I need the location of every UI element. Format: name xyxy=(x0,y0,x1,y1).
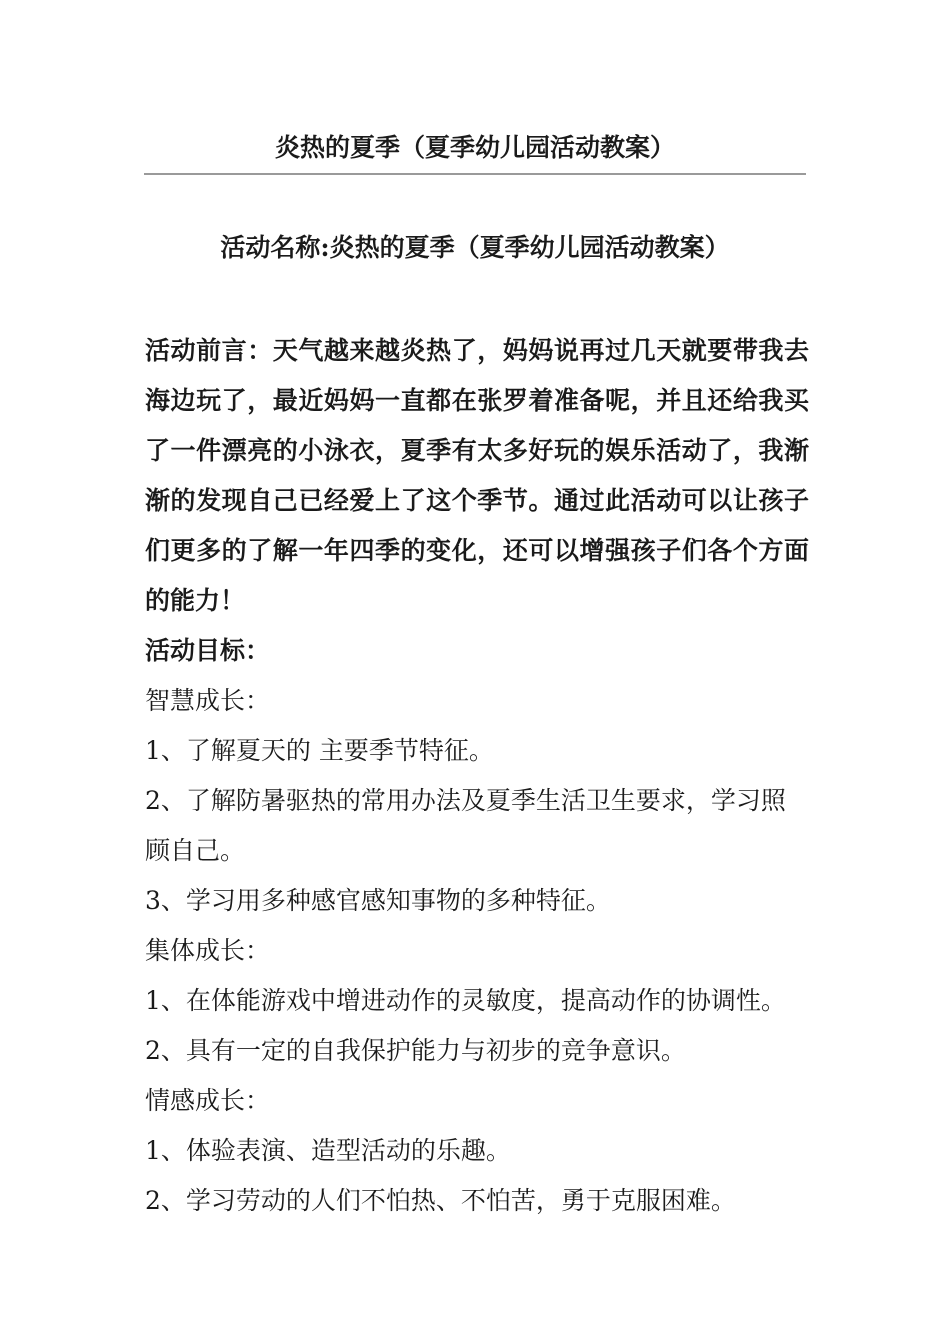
list-item: 2、学习劳动的人们不怕热、不怕苦，勇于克服困难。 xyxy=(145,1186,736,1215)
title-divider xyxy=(144,173,806,175)
list-item: 2、具有一定的自我保护能力与初步的竞争意识。 xyxy=(145,1036,686,1065)
list-item: 1、体验表演、造型活动的乐趣。 xyxy=(145,1136,511,1165)
section-heading-wisdom: 智慧成长： xyxy=(145,686,271,715)
goals-heading: 活动目标： xyxy=(145,636,271,665)
document-title: 炎热的夏季（夏季幼儿园活动教案） xyxy=(274,133,675,162)
list-item: 1、了解夏天的 主要季节特征。 xyxy=(145,736,494,765)
section-heading-emotion: 情感成长： xyxy=(145,1086,271,1115)
activity-preface: 活动前言：天气越来越炎热了，妈妈说再过几天就要带我去海边玩了，最近妈妈一直都在张罗着准备呢，并且还给我买了一件漂亮的小泳衣，夏季有太多好玩的娱乐活动了，我渐渐的发现自己已经爱上了这个季节。通过此活动可以让孩子们更多的了解一年四季的变化，还可以增强孩子们各个方面的能力！ xyxy=(145,336,809,615)
list-item: 3、学习用多种感官感知事物的多种特征。 xyxy=(145,886,611,915)
list-item: 2、了解防暑驱热的常用办法及夏季生活卫生要求，学习照顾自己。 xyxy=(145,786,786,865)
list-item: 1、在体能游戏中增进动作的灵敏度，提高动作的协调性。 xyxy=(145,986,786,1015)
section-heading-collective: 集体成长： xyxy=(145,936,271,965)
document-body xyxy=(145,326,809,1226)
activity-name: 活动名称:炎热的夏季（夏季幼儿园活动教案） xyxy=(220,233,730,262)
